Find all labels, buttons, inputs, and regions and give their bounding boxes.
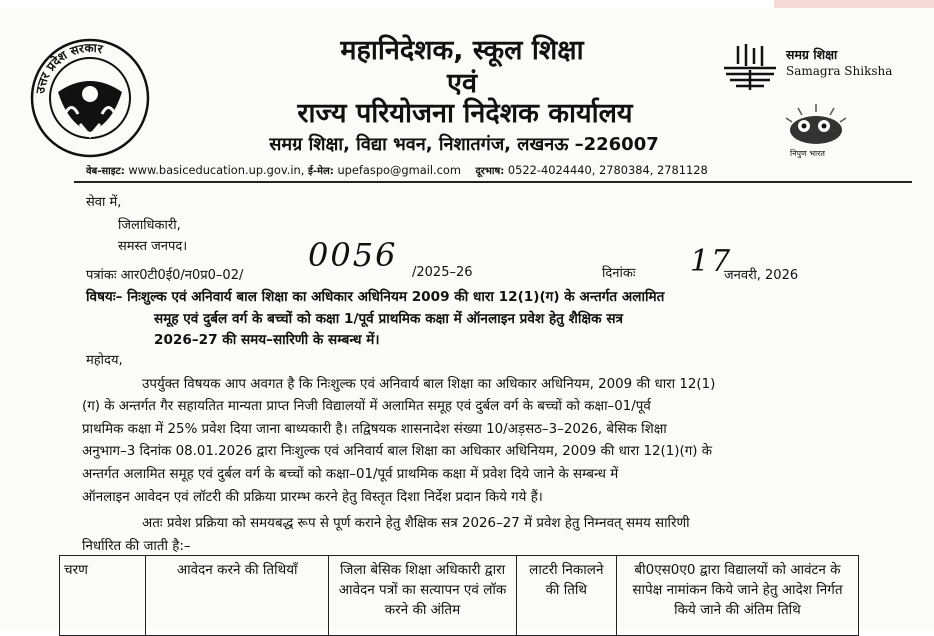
nipun-mascot-icon — [778, 100, 858, 150]
recipient-line-2: समस्त जनपद। — [118, 239, 188, 254]
body-line-6: ऑनलाइन आवेदन एवं लॉटरी की प्रक्रिया प्रारम्भ करने हेतु विस्तृत दिशा निर्देश प्रदान किये गये हैं। — [82, 490, 543, 505]
body-line-2: (ग) के अन्तर्गत गैर सहायतित मान्यता प्राप्त निजी विद्यालयों में अलामित समूह एवं दुर्बल वर्ग के बच्चों को कक्षा–01/पूर्व — [82, 399, 651, 414]
body-line-1: उपर्युक्त विषयक आप अवगत है कि निःशुल्क एवं अनिवार्य बाल शिक्षा का अधिकार अधिनियम, 2009 की धारा 12(1) — [142, 377, 716, 392]
body-line-3: प्राथमिक कक्षा में 25% प्रवेश दिया जाना बाध्यकारी है। तद्विषयक शासनादेश संख्या 10/अड़सठ–3–2026, बेसिक शिक्षा — [82, 422, 667, 437]
body-line-5: अन्तर्गत अलामित समूह एवं दुर्बल वर्ग के बच्चों को कक्षा–01/पूर्व प्राथमिक कक्षा में प्रवेश दिये जाने के सम्बन्ध में — [82, 467, 619, 482]
nipun-bharat-logo — [778, 100, 858, 162]
salutation-to: सेवा में, — [86, 195, 122, 210]
email-label: ई-मेल: — [307, 166, 334, 177]
samagra-shiksha-logo — [720, 42, 920, 92]
subject-line-2: समूह एवं दुर्बल वर्ग के बच्चों को कक्षा 1/पूर्व प्राथमिक कक्षा में ऑनलाइन प्रवेश हेतु शैक्षिक सत्र — [154, 311, 624, 327]
letterhead-address: समग्र शिक्षा, विद्या भवन, निशातगंज, लखनऊ –226007 — [269, 134, 659, 155]
body-line-8: निर्धारित की जाती है:– — [82, 539, 191, 554]
greeting: महोदय, — [86, 353, 123, 368]
subject-line-3: 2026–27 की समय–सारिणी के सम्बन्ध में। — [154, 332, 380, 348]
website-label: वेब-साइट: — [86, 166, 125, 177]
header-cell-application-dates: आवेदन करने की तिथियाँ — [146, 556, 329, 636]
header-cell-verification: जिला बेसिक शिक्षा अधिकारी द्वारा आवेदन पत्रों का सत्यापन एवं लॉक करने की अंतिम — [329, 556, 516, 636]
letterhead-title-1: महानिदेशक, स्कूल शिक्षा — [340, 35, 584, 66]
header-cell-allotment-order: बी0एस0ए0 द्वारा विद्यालयों को आवंटन के सापेक्ष नामांकन किये जाने हेतु आदेश निर्गत किये जाने की अंतिम तिथि — [616, 556, 858, 636]
reference-number-handwritten: 0056 — [308, 236, 398, 274]
date-rest: जनवरी, 2026 — [724, 268, 799, 283]
subject-line-1: विषयः– निःशुल्क एवं अनिवार्य बाल शिक्षा का अधिकार अधिनियम 2009 की धारा 12(1)(ग) के अन्तर्गत अलामित — [86, 289, 665, 305]
nipun-caption: निपुण भारत — [790, 149, 825, 158]
letterhead-title-2: एवं — [447, 68, 477, 99]
phone-numbers: 0522-4024440, 2780384, 2781128 — [507, 163, 708, 177]
reference-prefix: पत्रांकः आर0टी0ई0/न0प्र0–02/ — [86, 268, 244, 283]
top-strip — [0, 0, 934, 8]
samagra-logo-icon — [720, 42, 780, 92]
svg-text:उत्तर प्रदेश सरकार: उत्तर प्रदेश सरकार — [33, 40, 104, 95]
table-header-row — [60, 556, 859, 636]
samagra-english-label: Samagra Shiksha — [786, 64, 893, 78]
website-link[interactable]: www.basiceducation.up.gov.in, — [128, 163, 305, 177]
letterhead-title-3: राज्य परियोजना निदेशक कार्यालय — [297, 98, 633, 129]
samagra-hindi-label: समग्र शिक्षा — [786, 47, 838, 62]
email-link[interactable]: upefaspo@gmail.com — [337, 163, 461, 177]
header-divider — [74, 181, 912, 183]
contact-line — [86, 163, 876, 177]
header-cell-lottery-date: लाटरी निकालने की तिथि — [516, 556, 616, 636]
recipient-line-1: जिलाधिकारी, — [118, 218, 181, 233]
date-label: दिनांकः — [602, 266, 636, 281]
up-government-emblem — [22, 32, 158, 158]
date-day-handwritten: 17 — [690, 244, 733, 279]
phone-label: दूरभाष: — [475, 166, 505, 177]
header-cell-phase: चरण — [60, 556, 146, 636]
reference-suffix: /2025–26 — [412, 265, 473, 280]
schedule-table — [59, 555, 859, 636]
body-line-7: अतः प्रवेश प्रक्रिया को समयबद्ध रूप से पूर्ण कराने हेतु शैक्षिक सत्र 2026–27 में प्रवेश हेतु निम्नवत् समय सारिणी — [142, 516, 690, 531]
body-line-4: अनुभाग–3 दिनांक 08.01.2026 द्वारा निःशुल्क एवं अनिवार्य बाल शिक्षा का अधिकार अधिनियम, 2009 की धारा 12(1)(ग) के — [82, 444, 713, 459]
